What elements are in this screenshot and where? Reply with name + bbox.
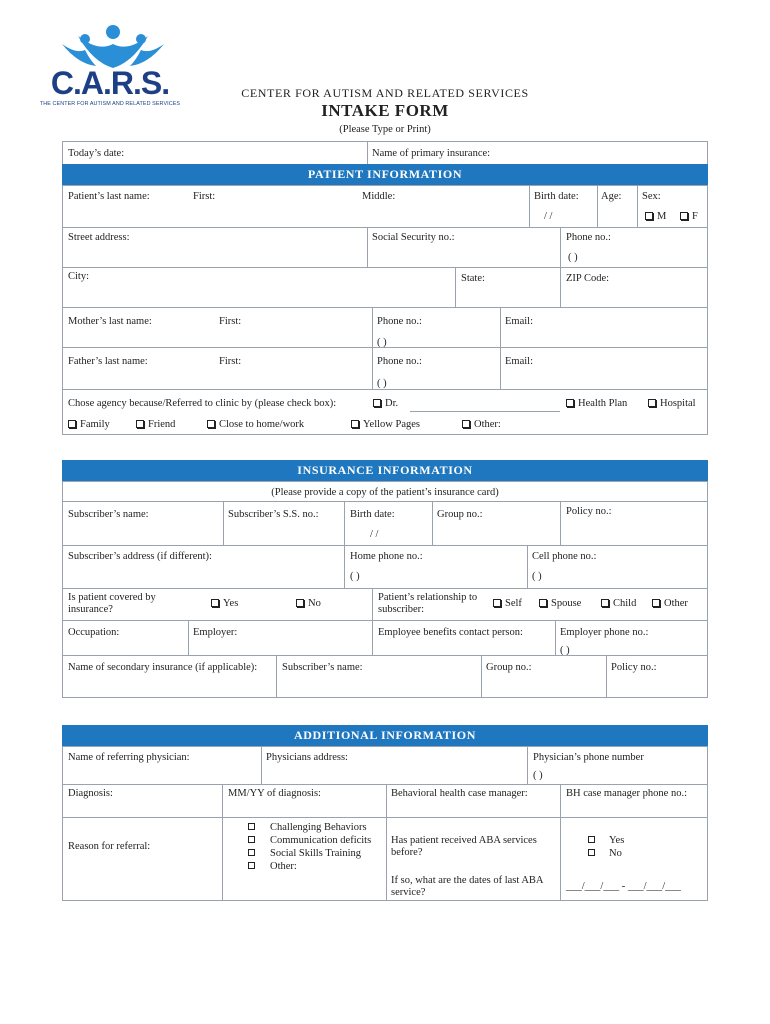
- referral-close-checkbox[interactable]: [207, 419, 304, 431]
- patient-age-field[interactable]: Age:: [601, 191, 622, 202]
- employer-phone-parens: ( ): [560, 645, 570, 656]
- referral-yellow-pages-checkbox[interactable]: [351, 419, 420, 431]
- aba-question: Has patient received ABA services before?: [391, 835, 537, 858]
- referral-friend-label: Friend: [148, 419, 176, 430]
- patient-middle-name-field[interactable]: Middle:: [362, 191, 396, 202]
- referral-health-plan-label: Health Plan: [578, 398, 628, 409]
- referral-dr-name-line[interactable]: [410, 411, 560, 412]
- referral-dr-checkbox[interactable]: [373, 398, 398, 410]
- patient-first-name-field[interactable]: First:: [193, 191, 216, 202]
- patient-phone-parens: ( ): [568, 252, 578, 263]
- benefits-contact-field[interactable]: Employee benefits contact person:: [378, 627, 523, 638]
- aba-dates-field[interactable]: ___/___/___ - ___/___/___: [566, 881, 681, 892]
- subscriber-birth-date-slashes: / /: [370, 529, 379, 540]
- checkbox-icon: [493, 599, 501, 607]
- covered-yes-label: Yes: [223, 598, 239, 609]
- ssn-field[interactable]: Social Security no.:: [372, 232, 455, 243]
- physician-phone-field[interactable]: Physician’s phone number: [533, 752, 644, 763]
- relationship-question: Patient’s relationship to subscriber:: [378, 592, 478, 615]
- checkbox-icon: [207, 420, 215, 428]
- patient-birth-date-slashes: / /: [544, 211, 553, 222]
- checkbox-icon: [648, 399, 656, 407]
- covered-no-checkbox[interactable]: [296, 598, 321, 610]
- checkbox-icon: [539, 599, 547, 607]
- patient-birth-date-field[interactable]: Birth date:: [534, 191, 579, 202]
- diagnosis-field[interactable]: Diagnosis:: [68, 788, 113, 799]
- mother-last-name-field[interactable]: Mother’s last name:: [68, 316, 152, 327]
- insurance-info-heading: INSURANCE INFORMATION: [62, 460, 708, 481]
- checkbox-icon: [136, 420, 144, 428]
- checkbox-icon: [601, 599, 609, 607]
- cell-phone-parens: ( ): [532, 571, 542, 582]
- aba-no-label: No: [609, 848, 622, 859]
- rel-self-label: Self: [505, 598, 522, 609]
- checkbox-icon: [680, 212, 688, 220]
- logo-wordmark: C.A.R.S.: [50, 65, 170, 101]
- referral-hospital-checkbox[interactable]: [648, 398, 696, 410]
- aba-yes-label: Yes: [609, 835, 625, 846]
- patient-sex-label: Sex:: [642, 191, 661, 202]
- reason-communication-checkbox[interactable]: [248, 835, 371, 847]
- sex-f-checkbox[interactable]: [680, 211, 698, 223]
- referral-family-checkbox[interactable]: [68, 419, 110, 431]
- mother-phone-field[interactable]: Phone no.:: [377, 316, 422, 327]
- primary-insurance-field[interactable]: Name of primary insurance:: [372, 148, 491, 159]
- case-manager-phone-field[interactable]: BH case manager phone no.:: [566, 788, 688, 799]
- covered-no-label: No: [308, 598, 321, 609]
- secondary-group-field[interactable]: Group no.:: [486, 662, 532, 673]
- group-number-field[interactable]: Group no.:: [437, 509, 483, 520]
- aba-no-checkbox[interactable]: [588, 848, 622, 860]
- checkbox-icon: [68, 420, 76, 428]
- mother-email-field[interactable]: Email:: [505, 316, 533, 327]
- cars-logo: [30, 22, 190, 112]
- checkbox-icon: [248, 823, 255, 830]
- reason-for-referral-label: Reason for referral:: [68, 841, 151, 852]
- logo-tagline: THE CENTER FOR AUTISM AND RELATED SERVICES: [39, 101, 181, 107]
- father-first-name-field[interactable]: First:: [219, 356, 242, 367]
- covered-question: Is patient covered by insurance?: [68, 592, 156, 615]
- referral-yellow-pages-label: Yellow Pages: [363, 419, 420, 430]
- secondary-insurance-field[interactable]: Name of secondary insurance (if applicable):: [68, 662, 258, 673]
- referral-family-label: Family: [80, 419, 110, 430]
- street-address-field[interactable]: Street address:: [68, 232, 130, 243]
- state-field[interactable]: State:: [461, 273, 485, 284]
- rel-self-checkbox[interactable]: [493, 598, 522, 610]
- aba-yes-checkbox[interactable]: [588, 835, 624, 847]
- physician-address-field[interactable]: Physicians address:: [266, 752, 348, 763]
- referral-friend-checkbox[interactable]: [136, 419, 175, 431]
- zip-code-field[interactable]: ZIP Code:: [566, 273, 610, 284]
- checkbox-icon: [462, 420, 470, 428]
- checkbox-icon: [248, 862, 255, 869]
- subscriber-ssn-field[interactable]: Subscriber’s S.S. no.:: [228, 509, 319, 520]
- referral-health-plan-checkbox[interactable]: [566, 398, 627, 410]
- diagnosis-date-field[interactable]: MM/YY of diagnosis:: [228, 788, 321, 799]
- reason-other-label: Other:: [270, 861, 297, 872]
- referral-other-label: Other:: [474, 419, 501, 430]
- secondary-subscriber-field[interactable]: Subscriber’s name:: [282, 662, 363, 673]
- cell-phone-field[interactable]: Cell phone no.:: [532, 551, 597, 562]
- checkbox-icon: [566, 399, 574, 407]
- subscriber-birth-date-field[interactable]: Birth date:: [350, 509, 395, 520]
- referral-dr-label: Dr.: [385, 398, 399, 409]
- sex-m-checkbox[interactable]: [645, 211, 666, 223]
- referral-hospital-label: Hospital: [660, 398, 696, 409]
- rel-spouse-label: Spouse: [551, 598, 582, 609]
- mother-phone-parens: ( ): [377, 337, 387, 348]
- mother-first-name-field[interactable]: First:: [219, 316, 242, 327]
- policy-number-field[interactable]: Policy no.:: [566, 506, 612, 517]
- aba-dates-question: If so, what are the dates of last ABA service?: [391, 875, 543, 898]
- employer-phone-field[interactable]: Employer phone no.:: [560, 627, 649, 638]
- father-phone-field[interactable]: Phone no.:: [377, 356, 422, 367]
- case-manager-field[interactable]: Behavioral health case manager:: [391, 788, 528, 799]
- father-last-name-field[interactable]: Father’s last name:: [68, 356, 148, 367]
- referral-question: Chose agency because/Referred to clinic by (please check box):: [68, 398, 337, 409]
- checkbox-icon: [296, 599, 304, 607]
- subscriber-name-field[interactable]: Subscriber’s name:: [68, 509, 149, 520]
- checkbox-icon: [652, 599, 660, 607]
- rel-child-checkbox[interactable]: [601, 598, 636, 610]
- physician-phone-parens: ( ): [533, 770, 543, 781]
- checkbox-icon: [351, 420, 359, 428]
- rel-other-label: Other: [664, 598, 688, 609]
- subscriber-address-field[interactable]: Subscriber’s address (if different):: [68, 551, 212, 562]
- rel-child-label: Child: [613, 598, 637, 609]
- employer-field[interactable]: Employer:: [193, 627, 238, 638]
- sex-f-label: F: [692, 211, 698, 222]
- checkbox-icon: [645, 212, 653, 220]
- org-name: CENTER FOR AUTISM AND RELATED SERVICES: [241, 86, 529, 100]
- home-phone-parens: ( ): [350, 571, 360, 582]
- patient-last-name-field[interactable]: Patient’s last name:: [68, 191, 150, 202]
- additional-section-box: [62, 746, 708, 901]
- occupation-field[interactable]: Occupation:: [68, 627, 120, 638]
- secondary-policy-field[interactable]: Policy no.:: [611, 662, 657, 673]
- checkbox-icon: [211, 599, 219, 607]
- rel-spouse-checkbox[interactable]: [539, 598, 581, 610]
- referral-other-checkbox[interactable]: [462, 419, 501, 431]
- checkbox-icon: [588, 849, 595, 856]
- referring-physician-field[interactable]: Name of referring physician:: [68, 752, 190, 763]
- reason-social-skills-label: Social Skills Training: [270, 848, 362, 859]
- father-email-field[interactable]: Email:: [505, 356, 533, 367]
- form-subtitle: (Please Type or Print): [339, 124, 431, 135]
- checkbox-icon: [588, 836, 595, 843]
- checkbox-icon: [248, 836, 255, 843]
- father-phone-parens: ( ): [377, 378, 387, 389]
- form-title: INTAKE FORM: [321, 101, 449, 120]
- additional-info-heading: ADDITIONAL INFORMATION: [62, 725, 708, 746]
- referral-close-label: Close to home/work: [219, 419, 305, 430]
- home-phone-field[interactable]: Home phone no.:: [350, 551, 423, 562]
- reason-other-checkbox[interactable]: [248, 861, 297, 873]
- checkbox-icon: [248, 849, 255, 856]
- todays-date-field[interactable]: Today’s date:: [68, 148, 125, 159]
- reason-challenging-checkbox[interactable]: [248, 822, 367, 834]
- city-field[interactable]: City:: [68, 271, 90, 282]
- patient-phone-field[interactable]: Phone no.:: [566, 232, 611, 243]
- rel-other-checkbox[interactable]: [652, 598, 688, 610]
- reason-communication-label: Communication deficits: [270, 835, 372, 846]
- insurance-card-note: (Please provide a copy of the patient’s insurance card): [271, 487, 499, 498]
- checkbox-icon: [373, 399, 381, 407]
- sex-m-label: M: [657, 211, 667, 222]
- reason-challenging-label: Challenging Behaviors: [270, 822, 367, 833]
- covered-yes-checkbox[interactable]: [211, 598, 238, 610]
- patient-info-heading: PATIENT INFORMATION: [62, 164, 708, 185]
- reason-social-skills-checkbox[interactable]: [248, 848, 361, 860]
